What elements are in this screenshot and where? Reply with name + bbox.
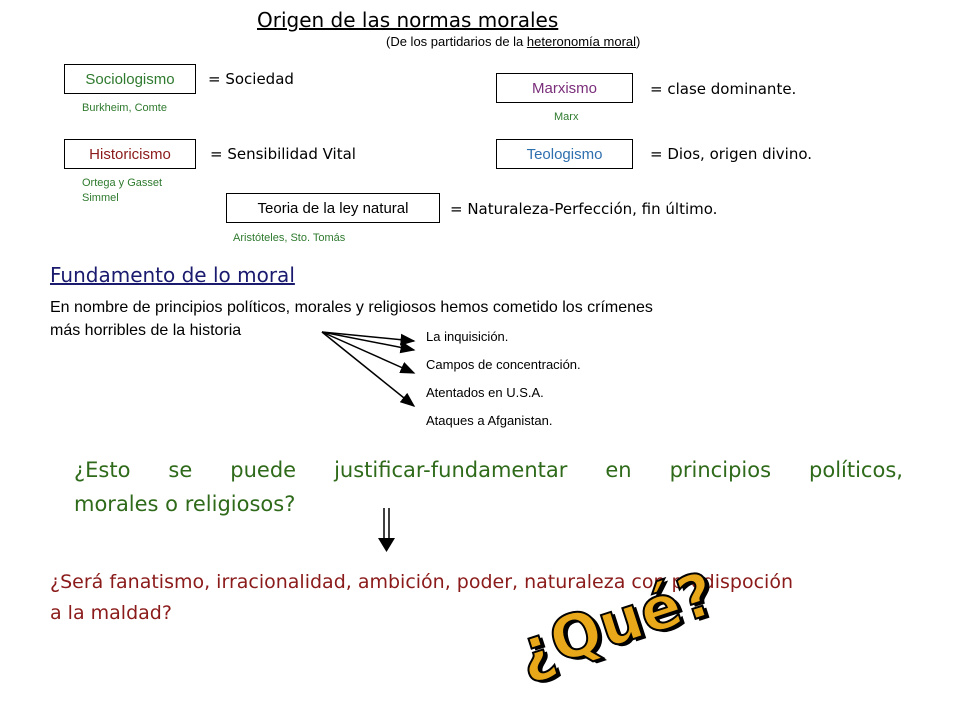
page-subtitle: [386, 34, 640, 49]
paragraph-line-1: En nombre de principios políticos, morales y religiosos hemos cometido los crímenes: [50, 299, 653, 316]
sociologismo-authors: Burkheim, Comte: [82, 102, 167, 114]
teologismo-meaning: = Dios, origen divino.: [650, 145, 813, 163]
ley-natural-authors: Aristóteles, Sto. Tomás: [233, 232, 346, 244]
heteronomia-link[interactable]: heteronomía moral: [526, 34, 637, 49]
example-item: Campos de concentración.: [426, 357, 581, 372]
subtitle-prefix: (De los partidarios de la: [386, 34, 527, 49]
question-1-word: principios: [669, 458, 772, 482]
question-1-word: en: [605, 458, 632, 482]
marxismo-box: Marxismo: [496, 73, 633, 103]
example-item: Ataques a Afganistan.: [426, 413, 553, 428]
example-item: Atentados en U.S.A.: [426, 385, 544, 400]
que-wordart: ¿Qué?: [508, 558, 724, 689]
sociologismo-box: Sociologismo: [64, 64, 196, 94]
question-1-line-1: [74, 458, 903, 482]
question-2-line-1: ¿Será fanatismo, irracionalidad, ambición, poder, naturaleza con predispoción: [50, 571, 793, 593]
historicismo-author-2: Simmel: [82, 192, 119, 204]
question-1-word: se: [168, 458, 193, 482]
ley-natural-meaning: = Naturaleza-Perfección, fin último.: [450, 200, 718, 218]
sociologismo-meaning: = Sociedad: [208, 70, 294, 88]
historicismo-meaning: = Sensibilidad Vital: [210, 145, 356, 163]
ley-natural-box: Teoria de la ley natural: [226, 193, 440, 223]
marxismo-meaning: = clase dominante.: [650, 80, 797, 98]
historicismo-box: Historicismo: [64, 139, 196, 169]
question-1-word: políticos,: [809, 458, 903, 482]
double-down-arrow-icon: [372, 508, 402, 558]
historicismo-author-1: Ortega y Gasset: [82, 177, 163, 189]
question-2-line-2: a la maldad?: [50, 602, 172, 624]
question-1-word: ¿Esto: [74, 458, 131, 482]
page-title: Origen de las normas morales: [257, 8, 559, 32]
example-item: La inquisición.: [426, 329, 509, 344]
subtitle-suffix: ): [636, 34, 641, 49]
question-1-word: puede: [230, 458, 297, 482]
section-heading: Fundamento de lo moral: [50, 263, 295, 287]
marxismo-authors: Marx: [554, 111, 579, 123]
question-1-word: justificar-fundamentar: [334, 458, 568, 482]
teologismo-box: Teologismo: [496, 139, 633, 169]
paragraph-line-2: más horribles de la historia: [50, 322, 242, 339]
question-1-line-2: morales o religiosos?: [74, 492, 296, 516]
